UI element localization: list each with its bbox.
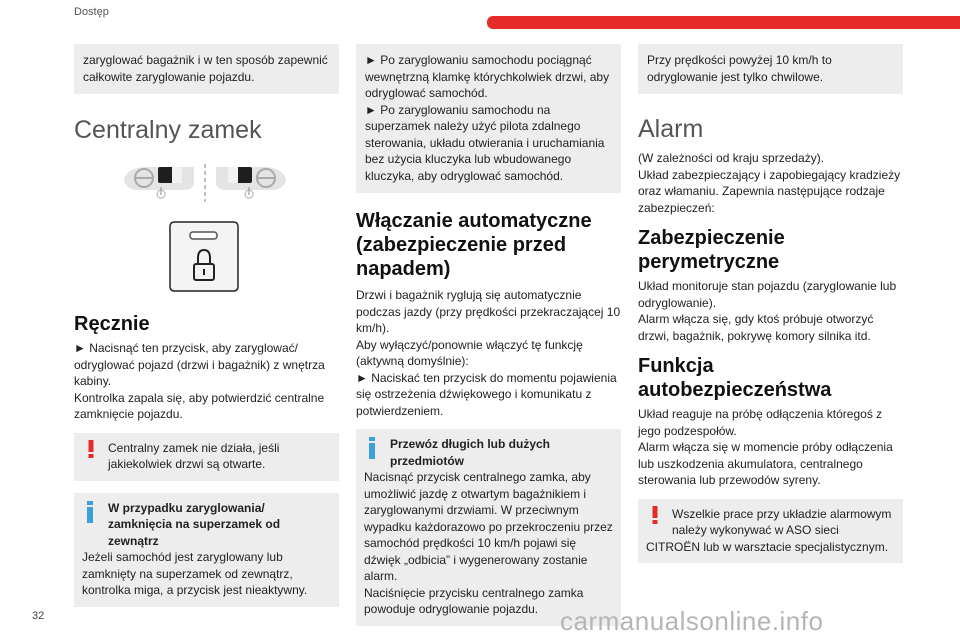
unlock-step-1: ► Po zaryglowaniu samochodu pociągnąć wewnętrzną klamkę którychkolwiek drzwi, aby odryglować samochód. [365,53,610,100]
auto-lock-toggle-intro: Aby wyłączyć/ponownie włączyć tę funkcję (aktywną domyślnie): [356,337,583,368]
info-title: W przypadku zaryglowania/ zamknięcia na superzamek od zewnątrz [108,500,281,548]
warning-text-rest: CITROËN lub w warsztacie specjalistycznym. [646,539,889,554]
auto-lock-toggle-step: ► Naciskać ten przycisk do momentu pojawienia się ostrzeżenia dźwiękowego i komunikatu z potwierdzeniem. [356,370,617,418]
column-3 [638,44,903,563]
alarm-desc: Układ zabezpieczający i zapobiegający kradzieży oraz włamaniu. Zapewnia następujące rodzaje zabezpieczeń: [638,167,901,215]
page-number: 32 [32,610,45,622]
self-protection-desc-2: Alarm włącza się w momencie próby odłączenia lub uszkodzenia akumulatora, centralnego sterowania lub przewodów syreny. [638,440,893,487]
heading-alarm: Alarm [638,115,704,143]
info-body-1: Nacisnąć przycisk centralnego zamka, aby umożliwić jazdę z otwartym bagażnikiem i zaryglowanymi drzwiami. W przeciwnym wypadku każdorazowo po przekroczeniu przez samochód prędkości 10 km/h pojawi się dźwięk „odbicia” i wygenerowany zostanie alarm. [364,470,613,583]
speed-note-box: Przy prędkości powyżej 10 km/h to odryglowanie jest tylko chwilowe. [638,44,903,94]
column-1 [74,44,339,607]
info-body-2: Naciśnięcie przycisku centralnego zamka powoduje odryglowanie pojazdu. [364,585,584,616]
perimeter-desc-2: Alarm włącza się, gdy ktoś próbuje otworzyć drzwi, bagażnik, pokrywę komory silnika itd. [638,312,874,343]
warning-icon [650,505,660,530]
central-lock-diagram-icon [74,154,339,304]
manual-indicator-text: Kontrolka zapala się, aby potwierdzić centralne zamknięcie pojazdu. [74,390,325,421]
warning-note-service [638,499,903,564]
heading-auto-lock: Włączanie automatyczne (zabezpieczenie przed napadem) [356,210,592,280]
warning-icon [86,439,96,464]
heading-self-protection: Funkcja autobezpieczeństwa [638,355,832,401]
info-note-superlock [74,493,339,607]
info-icon [368,437,376,464]
unlock-instructions-box [356,44,621,193]
warning-text: Centralny zamek nie działa, jeśli jakiekolwiek drzwi są otwarte. [108,440,280,471]
warning-note-doors-open [74,433,339,481]
section-header: Dostęp [74,6,109,18]
header-accent-bar [487,16,960,29]
unlock-step-2: ► Po zaryglowaniu samochodu na superzamek należy użyć pilota zdalnego sterowania, układu otwierania i uruchamiania bez użycia kluczyka lub wbudowanego kluczyka, aby odryglować samochód. [365,102,605,183]
info-title: Przewóz długich lub dużych przedmiotów [390,437,551,468]
heading-central-lock: Centralny zamek [74,116,262,144]
perimeter-desc-1: Układ monitoruje stan pojazdu (zaryglowanie lub odryglowanie). [638,279,897,310]
manual-instruction: ► Nacisnąć ten przycisk, aby zaryglować/ odryglować pojazd (drzwi i bagażnik) z wnętrza kabiny. [74,341,325,388]
continuation-box: zaryglować bagażnik i w ten sposób zapewnić całkowite zaryglowanie pojazdu. [74,44,339,94]
auto-lock-desc: Drzwi i bagażnik ryglują się automatycznie podczas jazdy (przy prędkości przekraczającej 10 km/h). [356,288,621,335]
heading-manual: Ręcznie [74,313,150,335]
door-lock-illustration [74,154,339,304]
heading-perimeter: Zabezpieczenie perymetryczne [638,227,785,273]
alarm-country-note: (W zależności od kraju sprzedaży). [638,151,825,165]
info-note-long-objects [356,429,621,626]
info-icon [86,501,94,528]
watermark: carmanualsonline.info [560,606,824,636]
column-2 [356,44,621,626]
warning-text: Wszelkie prace przy układzie alarmowym należy wykonywać w ASO sieci [672,506,892,537]
info-body: Jeżeli samochód jest zaryglowany lub zamknięty na superzamek od zewnątrz, kontrolka miga, a przycisk jest nieaktywny. [82,550,308,597]
self-protection-desc-1: Układ reaguje na próbę odłączenia któregoś z jego podzespołów. [638,407,883,438]
